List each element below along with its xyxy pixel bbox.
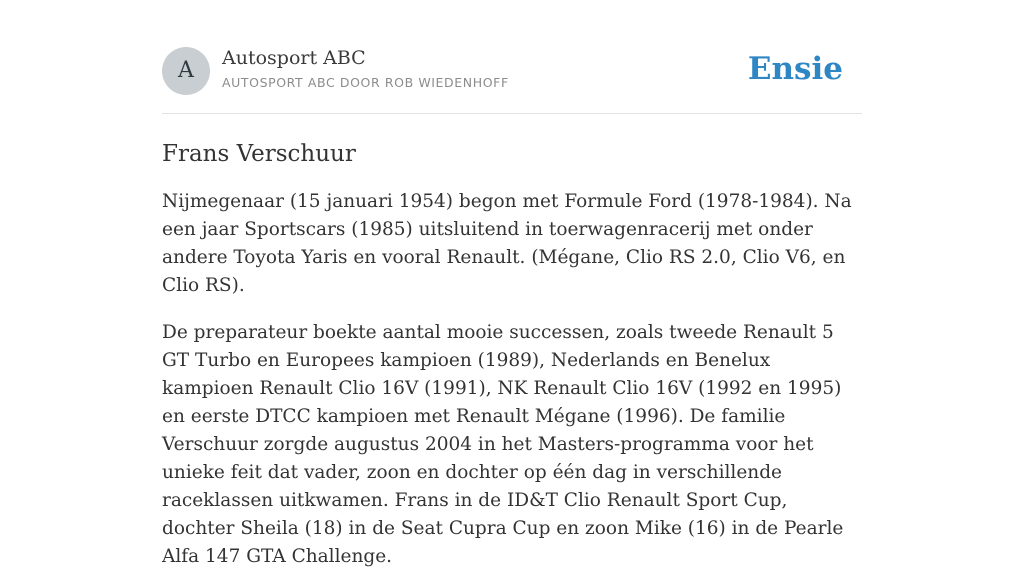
article-header xyxy=(162,0,862,114)
author-name[interactable]: Autosport ABC xyxy=(222,47,366,69)
author-subtitle: AUTOSPORT ABC DOOR ROB WIEDENHOFF xyxy=(222,75,509,90)
avatar[interactable]: A xyxy=(162,47,210,95)
article-title: Frans Verschuur xyxy=(162,141,356,167)
article-paragraph: Nijmegenaar (15 januari 1954) begon met Formule Ford (1978-1984). Na een jaar Sportscars (1985) uitsluitend in toerwagenracerij met onder andere Toyota Yaris en vooral Renault. (Mégane, Clio RS 2.0, Clio V6, en Clio RS). xyxy=(162,191,852,296)
article-page xyxy=(162,0,862,571)
article-paragraph: De preparateur boekte aantal mooie successen, zoals tweede Renault 5 GT Turbo en Europees kampioen (1989), Nederlands en Benelux kampioen Renault Clio 16V (1991), NK Renault Clio 16V (1992 en 1995) en eerste DTCC kampioen met Renault Mégane (1996). De familie Verschuur zorgde augustus 2004 in het Masters-programma voor het unieke feit dat vader, zoon en dochter op één dag in verschillende raceklassen uitkwamen. Frans in de ID&T Clio Renault Sport Cup, dochter Sheila (18) in de Seat Cupra Cup en zoon Mike (16) in de Pearle Alfa 147 GTA Challenge. xyxy=(162,322,844,567)
author-block xyxy=(222,46,509,91)
brand-logo[interactable]: Ensie xyxy=(747,51,843,87)
